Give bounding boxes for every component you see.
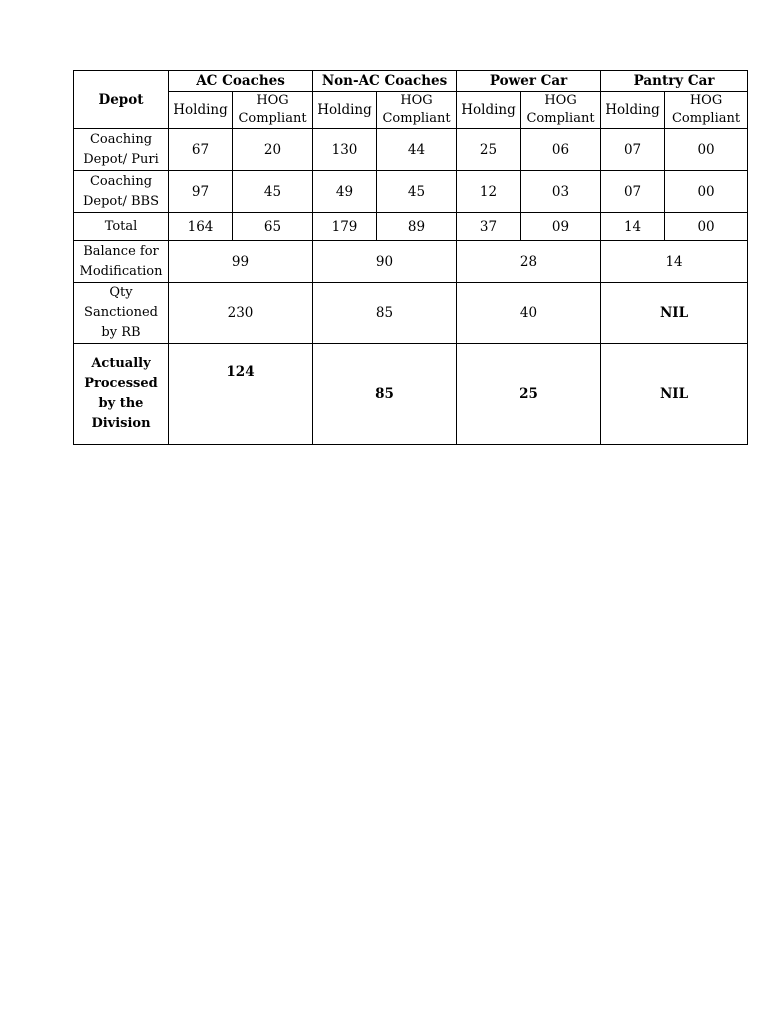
table-cell: 164: [169, 213, 233, 241]
table-cell: 09: [521, 213, 601, 241]
non-ac-coaches-header: Non-AC Coaches: [313, 71, 457, 92]
table-cell: 03: [521, 171, 601, 213]
power-car-header: Power Car: [457, 71, 601, 92]
row-label-bbs: Coaching Depot/ BBS: [74, 171, 169, 213]
table-cell: 45: [377, 171, 457, 213]
table-cell: 00: [665, 129, 748, 171]
pantry-car-header: Pantry Car: [601, 71, 748, 92]
table-cell: 28: [457, 241, 601, 283]
table-cell: 44: [377, 129, 457, 171]
table-cell: 06: [521, 129, 601, 171]
row-label-sanctioned: Qty Sanctioned by RB: [74, 283, 169, 344]
row-label-total: Total: [74, 213, 169, 241]
power-hog-header: HOG Compliant: [521, 92, 601, 129]
table-cell: NIL: [601, 344, 748, 445]
pantry-holding-header: Holding: [601, 92, 665, 129]
table-row: [74, 283, 748, 344]
nonac-holding-header: Holding: [313, 92, 377, 129]
table-row: [74, 241, 748, 283]
table-cell: 97: [169, 171, 233, 213]
table-cell: 130: [313, 129, 377, 171]
row-label-balance: Balance for Modification: [74, 241, 169, 283]
table-cell: 25: [457, 129, 521, 171]
table-cell: 230: [169, 283, 313, 344]
table-cell: 14: [601, 241, 748, 283]
ac-hog-header: HOG Compliant: [233, 92, 313, 129]
table-cell: 45: [233, 171, 313, 213]
table-cell: 40: [457, 283, 601, 344]
table-cell: 124: [169, 344, 313, 445]
power-holding-header: Holding: [457, 92, 521, 129]
depot-header: Depot: [74, 71, 169, 129]
ac-holding-header: Holding: [169, 92, 233, 129]
table-cell: 00: [665, 213, 748, 241]
table-row: [74, 213, 748, 241]
table-cell: 25: [457, 344, 601, 445]
table-cell: 67: [169, 129, 233, 171]
row-label-puri: Coaching Depot/ Puri: [74, 129, 169, 171]
table-cell: 89: [377, 213, 457, 241]
table-row: [74, 344, 748, 445]
table-cell: NIL: [601, 283, 748, 344]
table-cell: 37: [457, 213, 521, 241]
table-cell: 00: [665, 171, 748, 213]
table-cell: 85: [313, 344, 457, 445]
table-row: [74, 171, 748, 213]
table-cell: 07: [601, 171, 665, 213]
table-cell: 20: [233, 129, 313, 171]
row-label-processed: Actually Processed by the Division: [74, 344, 169, 445]
table-cell: 12: [457, 171, 521, 213]
table-cell: 65: [233, 213, 313, 241]
nonac-hog-header: HOG Compliant: [377, 92, 457, 129]
header-row-subcolumns: [74, 92, 748, 129]
table-cell: 07: [601, 129, 665, 171]
table-cell: 49: [313, 171, 377, 213]
header-row-groups: [74, 71, 748, 92]
table-cell: 90: [313, 241, 457, 283]
table-cell: 99: [169, 241, 313, 283]
pantry-hog-header: HOG Compliant: [665, 92, 748, 129]
table-cell: 179: [313, 213, 377, 241]
table-cell: 85: [313, 283, 457, 344]
table-row: [74, 129, 748, 171]
hog-compliance-table: [73, 70, 748, 445]
table-cell: 14: [601, 213, 665, 241]
ac-coaches-header: AC Coaches: [169, 71, 313, 92]
